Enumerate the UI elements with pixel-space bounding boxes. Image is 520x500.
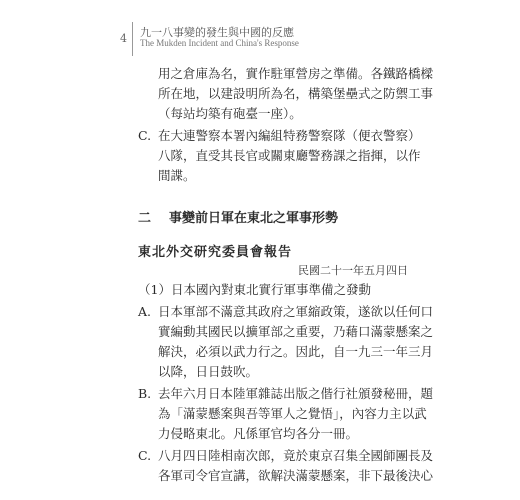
page-number: 4 — [120, 32, 127, 45]
report-date: 民國二十一年五月四日 — [298, 264, 408, 277]
item-a-line: 日本軍部不滿意其政府之軍縮政策，遂欲以任何口 — [158, 304, 434, 319]
item-label-b: B. — [138, 386, 152, 401]
item-c2-line: 八月四日陸相南次郎，竟於東京召集全國師團長及 — [158, 448, 434, 463]
header-title-chinese: 九一八事變的發生與中國的反應 — [140, 26, 294, 39]
item-label-a: A. — [138, 304, 152, 319]
section-number: 二 — [138, 211, 152, 226]
header-divider — [132, 22, 133, 56]
continued-text-line: 用之倉庫為名，實作駐軍營房之準備。各鐵路橋樑 — [158, 66, 434, 81]
item-b-line: 去年六月日本陸軍雜誌出版之偕行社頒發秘冊，題 — [158, 386, 434, 401]
report-subheading: （1）日本國內對東北實行軍事準備之發動 — [138, 282, 371, 297]
continued-text-line: 所在地，以建設明所為名，構築堡壘式之防禦工事 — [158, 86, 434, 101]
item-c2-line: 各軍司令官宣講，欲解決滿蒙懸案，非下最後決心 — [158, 468, 434, 483]
item-c-line: 八隊，直受其長官或關東廳警務課之指揮，以作 — [158, 148, 421, 163]
item-c-line: 在大連警察本署內編組特務警察隊（便衣警察） — [158, 128, 421, 143]
section-heading — [138, 207, 338, 226]
continued-text-line: （每站均築有砲臺一座）。 — [158, 106, 302, 121]
header-title-english: The Mukden Incident and China's Response — [140, 38, 299, 48]
item-a-line: 以降，日日鼓吹。 — [158, 364, 259, 379]
report-organization: 東北外交研究委員會報告 — [138, 245, 293, 260]
item-a-line: 實編動其國民以擴軍部之重要，乃藉口滿蒙懸案之 — [158, 324, 434, 339]
section-title: 事變前日軍在東北之軍事形勢 — [169, 211, 339, 226]
item-a-line: 解決，必須以武力行之。因此，自一九三一年三月 — [158, 344, 434, 359]
item-c-line: 間諜。 — [158, 168, 196, 183]
item-b-line: 力侵略東北。凡係軍官均各分一冊。 — [158, 426, 359, 441]
item-b-line: 為「滿蒙懸案與吾等軍人之覺悟」，內容力主以武 — [158, 406, 427, 421]
item-label-c2: C. — [138, 448, 152, 463]
item-label-c: C. — [138, 128, 152, 143]
